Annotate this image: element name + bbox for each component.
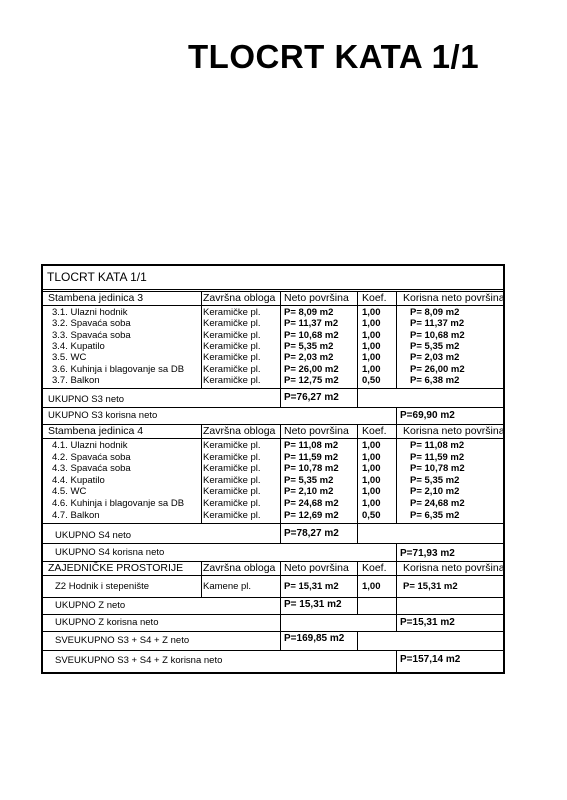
column-divider xyxy=(396,291,397,388)
room-name: 4.6. Kuhinja i blagovanje sa DB xyxy=(52,498,185,509)
coefficient: 1,00 xyxy=(362,451,381,463)
column-divider xyxy=(280,291,281,388)
room-name: Z2 Hodnik i stepenište xyxy=(55,581,149,592)
net-area: P= 12,75 m2 xyxy=(284,374,339,386)
floor-finish: Keramičke pl. xyxy=(203,486,261,498)
useful-area: P= 10,78 m2 xyxy=(410,463,465,475)
useful-area: P= 15,31 m2 xyxy=(403,581,458,592)
room-name: 3.2. Spavaća soba xyxy=(52,318,131,330)
column-divider xyxy=(396,543,397,561)
net-area: P= 26,00 m2 xyxy=(284,363,339,375)
coefficient: 0,50 xyxy=(362,374,381,386)
useful-area: P= 6,38 m2 xyxy=(410,374,460,386)
floor-finish: Keramičke pl. xyxy=(203,352,261,364)
row-divider xyxy=(43,597,503,598)
page-title: TLOCRT KATA 1/1 xyxy=(188,38,480,75)
floor-finish: Keramičke pl. xyxy=(203,440,261,451)
row-divider xyxy=(43,631,503,632)
net-area: P= 5,35 m2 xyxy=(284,474,334,486)
column-header: Stambena jedinica 3 xyxy=(48,292,144,304)
net-area: P= 12,69 m2 xyxy=(284,509,339,521)
column-divider xyxy=(201,291,202,388)
floor-finish: Keramičke pl. xyxy=(203,363,261,375)
column-divider xyxy=(357,388,358,407)
column-divider xyxy=(280,388,281,407)
floor-finish: Keramičke pl. xyxy=(203,498,261,509)
coefficient: 1,00 xyxy=(362,340,381,352)
column-header: Koef. xyxy=(362,562,387,574)
floor-finish: Keramičke pl. xyxy=(203,374,261,386)
net-area: P= 24,68 m2 xyxy=(284,498,339,509)
row-divider xyxy=(43,575,503,576)
column-divider xyxy=(280,614,281,631)
coefficient: 1,00 xyxy=(362,352,381,364)
column-header: ZAJEDNIČKE PROSTORIJE xyxy=(48,562,184,574)
total-useful-value: P=69,90 m2 xyxy=(400,410,455,421)
floor-finish: Keramičke pl. xyxy=(203,307,261,318)
total-net-value: P= 15,31 m2 xyxy=(284,599,342,610)
column-divider xyxy=(280,424,281,523)
room-name: 3.5. WC xyxy=(52,352,87,364)
column-divider xyxy=(280,523,281,543)
floor-finish: Kamene pl. xyxy=(203,581,252,592)
column-divider xyxy=(357,561,358,597)
useful-area: P= 5,35 m2 xyxy=(410,340,460,352)
floor-finish: Keramičke pl. xyxy=(203,340,261,352)
column-divider xyxy=(357,523,358,543)
coefficient: 1,00 xyxy=(362,474,381,486)
room-name: 3.7. Balkon xyxy=(52,374,100,386)
total-useful-label: UKUPNO S4 korisna neto xyxy=(55,547,165,558)
row-divider xyxy=(43,650,503,651)
column-header: Neto površina xyxy=(284,292,349,304)
net-area: P= 10,78 m2 xyxy=(284,463,339,475)
column-divider xyxy=(357,424,358,523)
floor-finish: Keramičke pl. xyxy=(203,451,261,463)
row-divider xyxy=(43,388,503,389)
column-header: Korisna neto površina xyxy=(403,562,505,574)
floor-finish: Keramičke pl. xyxy=(203,463,261,475)
column-divider xyxy=(357,291,358,388)
column-divider xyxy=(280,631,281,650)
room-name: 4.5. WC xyxy=(52,486,87,498)
column-divider xyxy=(357,597,358,614)
room-name: 3.3. Spavaća soba xyxy=(52,329,131,341)
grand-total-value: P=169,85 m2 xyxy=(284,633,345,644)
useful-area: P= 5,35 m2 xyxy=(410,474,460,486)
column-divider xyxy=(201,424,202,523)
room-name: 4.2. Spavaća soba xyxy=(52,451,131,463)
net-area: P= 8,09 m2 xyxy=(284,307,334,318)
net-area: P= 11,08 m2 xyxy=(284,440,339,451)
column-header: Završna obloga xyxy=(203,292,276,304)
total-useful-label: UKUPNO Z korisna neto xyxy=(55,617,159,628)
total-net-label: UKUPNO S3 neto xyxy=(48,394,125,405)
useful-area: P= 26,00 m2 xyxy=(410,363,465,375)
floor-finish: Keramičke pl. xyxy=(203,318,261,330)
useful-area: P= 8,09 m2 xyxy=(410,307,460,318)
room-name: 4.3. Spavaća soba xyxy=(52,463,131,475)
floor-finish: Keramičke pl. xyxy=(203,474,261,486)
total-net-label: UKUPNO Z neto xyxy=(55,600,126,611)
coefficient: 1,00 xyxy=(362,463,381,475)
coefficient: 1,00 xyxy=(362,581,381,592)
coefficient: 1,00 xyxy=(362,486,381,498)
column-header: Koef. xyxy=(362,292,387,304)
column-divider xyxy=(280,561,281,597)
coefficient: 1,00 xyxy=(362,498,381,509)
column-header: Korisna neto površina xyxy=(403,292,505,304)
total-net-label: UKUPNO S4 neto xyxy=(55,530,132,541)
column-header: Neto površina xyxy=(284,425,349,437)
grand-useful-value: P=157,14 m2 xyxy=(400,654,461,665)
coefficient: 1,00 xyxy=(362,440,381,451)
header-bottom-divider xyxy=(43,305,503,306)
room-name: 3.4. Kupatilo xyxy=(52,340,105,352)
column-header: Koef. xyxy=(362,425,387,437)
total-useful-value: P=71,93 m2 xyxy=(400,548,455,559)
coefficient: 1,00 xyxy=(362,307,381,318)
row-divider xyxy=(43,543,503,544)
column-header: Korisna neto površina xyxy=(403,425,505,437)
useful-area: P= 24,68 m2 xyxy=(410,498,465,509)
column-divider xyxy=(396,407,397,424)
useful-area: P= 11,59 m2 xyxy=(410,451,465,463)
room-name: 4.7. Balkon xyxy=(52,509,100,521)
column-divider xyxy=(396,597,397,614)
row-divider xyxy=(43,523,503,524)
column-header: Neto površina xyxy=(284,562,349,574)
net-area: P= 5,35 m2 xyxy=(284,340,334,352)
net-area: P= 2,03 m2 xyxy=(284,352,334,364)
room-name: 3.6. Kuhinja i blagovanje sa DB xyxy=(52,363,185,375)
total-net-value: P=76,27 m2 xyxy=(284,392,339,403)
coefficient: 1,00 xyxy=(362,329,381,341)
useful-area: P= 2,03 m2 xyxy=(410,352,460,364)
useful-area: P= 10,68 m2 xyxy=(410,329,465,341)
title-divider xyxy=(43,289,503,290)
total-net-value: P=78,27 m2 xyxy=(284,528,339,539)
column-header: Stambena jedinica 4 xyxy=(48,425,144,437)
column-divider xyxy=(357,631,358,650)
column-header: Završna obloga xyxy=(203,425,276,437)
coefficient: 1,00 xyxy=(362,363,381,375)
row-divider xyxy=(43,407,503,408)
room-name: 4.4. Kupatilo xyxy=(52,474,105,486)
column-divider xyxy=(396,650,397,672)
total-useful-label: UKUPNO S3 korisna neto xyxy=(48,410,158,421)
header-bottom-divider xyxy=(43,438,503,439)
floor-finish: Keramičke pl. xyxy=(203,329,261,341)
coefficient: 0,50 xyxy=(362,509,381,521)
row-divider xyxy=(43,614,503,615)
useful-area: P= 6,35 m2 xyxy=(410,509,460,521)
column-divider xyxy=(201,561,202,597)
room-name: 4.1. Ulazni hodnik xyxy=(52,440,128,451)
net-area: P= 15,31 m2 xyxy=(284,581,339,592)
column-divider xyxy=(396,424,397,523)
net-area: P= 11,37 m2 xyxy=(284,318,339,330)
useful-area: P= 11,37 m2 xyxy=(410,318,465,330)
column-divider xyxy=(280,597,281,614)
column-header: Završna obloga xyxy=(203,562,276,574)
column-divider xyxy=(396,561,397,597)
net-area: P= 10,68 m2 xyxy=(284,329,339,341)
useful-area: P= 2,10 m2 xyxy=(410,486,460,498)
floor-finish: Keramičke pl. xyxy=(203,509,261,521)
useful-area: P= 11,08 m2 xyxy=(410,440,465,451)
grand-total-label: SVEUKUPNO S3 + S4 + Z neto xyxy=(55,635,190,646)
grand-useful-label: SVEUKUPNO S3 + S4 + Z korisna neto xyxy=(55,655,223,666)
table-title: TLOCRT KATA 1/1 xyxy=(47,270,147,284)
room-name: 3.1. Ulazni hodnik xyxy=(52,307,128,318)
net-area: P= 2,10 m2 xyxy=(284,486,334,498)
net-area: P= 11,59 m2 xyxy=(284,451,339,463)
total-useful-value: P=15,31 m2 xyxy=(400,617,455,628)
coefficient: 1,00 xyxy=(362,318,381,330)
column-divider xyxy=(396,614,397,631)
